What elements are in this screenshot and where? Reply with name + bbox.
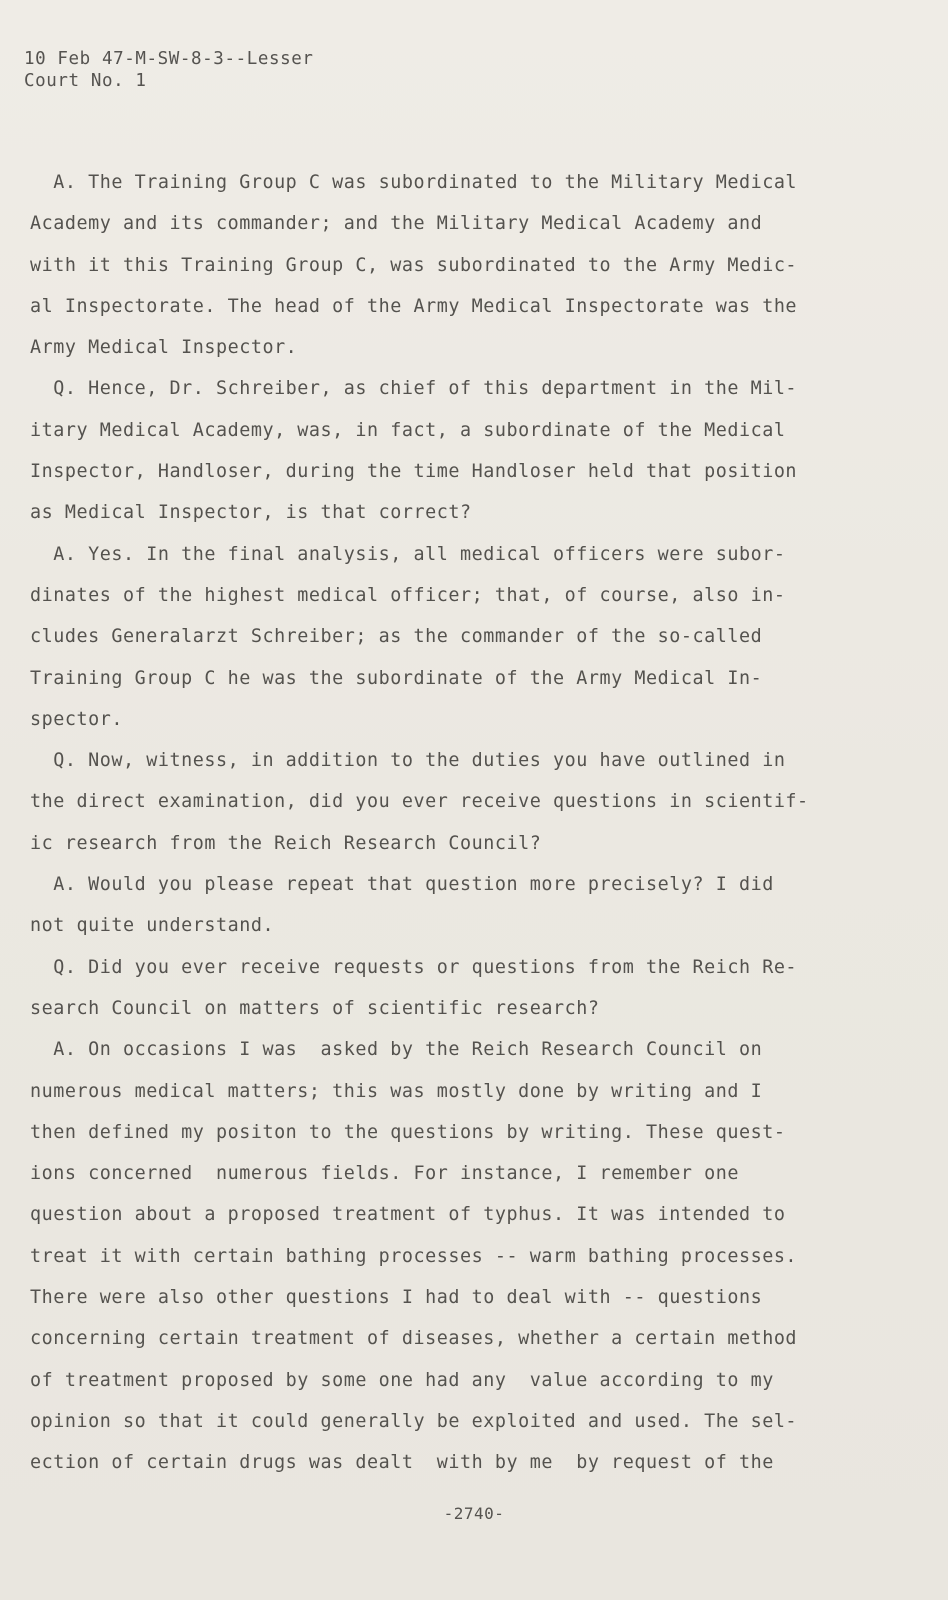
transcript-line: concerning certain treatment of diseases, whether a certain method [30, 1328, 798, 1350]
header-court-line: Court No. 1 [24, 71, 147, 91]
transcript-line: A. Would you please repeat that question more precisely? I did [30, 874, 774, 896]
transcript-line: Q. Hence, Dr. Schreiber, as chief of this department in the Mil- [30, 378, 798, 400]
transcript-line: al Inspectorate. The head of the Army Medical Inspectorate was the [30, 295, 798, 317]
transcript-line: A. On occasions I was asked by the Reich Research Council on [30, 1039, 763, 1061]
transcript-line: Q. Did you ever receive requests or questions from the Reich Re- [30, 956, 798, 978]
transcript-line: with it this Training Group C, was subordinated to the Army Medic- [30, 254, 798, 276]
transcript-line: There were also other questions I had to deal with -- questions [30, 1287, 763, 1309]
transcript-line: Academy and its commander; and the Military Medical Academy and [30, 213, 763, 235]
header-reference-line: 10 Feb 47-M-SW-8-3--Lesser [24, 49, 314, 69]
transcript-line: of treatment proposed by some one had any value according to my [30, 1369, 774, 1391]
transcript-line: dinates of the highest medical officer; that, of course, also in- [30, 584, 786, 606]
transcript-line: Training Group C he was the subordinate of the Army Medical In- [30, 667, 763, 689]
transcript-line: Q. Now, witness, in addition to the duties you have outlined in [30, 750, 786, 772]
transcript-line: ions concerned numerous fields. For instance, I remember one [30, 1163, 739, 1185]
transcript-line: A. The Training Group C was subordinated to the Military Medical [30, 172, 798, 193]
transcript-line: then defined my positon to the questions by writing. These quest- [30, 1121, 786, 1143]
transcript-line: the direct examination, did you ever receive questions in scientif- [30, 791, 809, 813]
transcript-line: cludes Generalarzt Schreiber; as the commander of the so-called [30, 626, 763, 648]
transcript-line: ic research from the Reich Research Council? [30, 832, 542, 854]
transcript-line: itary Medical Academy, was, in fact, a subordinate of the Medical [30, 419, 786, 441]
transcript-line: ection of certain drugs was dealt with by me by request of the [30, 1452, 774, 1474]
transcript-line: treat it with certain bathing processes -- warm bathing processes. [30, 1245, 798, 1267]
transcript-line: opinion so that it could generally be exploited and used. The sel- [30, 1410, 798, 1432]
document-header [24, 48, 314, 92]
transcript-line: spector. [30, 708, 123, 730]
transcript-line: Inspector, Handloser, during the time Handloser held that position [30, 461, 798, 483]
transcript-body [30, 162, 910, 1484]
transcript-line: question about a proposed treatment of typhus. It was intended to [30, 1204, 786, 1226]
page-number: -2740- [443, 1504, 505, 1523]
transcript-line: search Council on matters of scientific research? [30, 997, 600, 1019]
transcript-line: as Medical Inspector, is that correct? [30, 502, 472, 524]
transcript-line: Army Medical Inspector. [30, 337, 298, 359]
transcript-line: not quite understand. [30, 915, 275, 937]
transcript-line: numerous medical matters; this was mostly done by writing and I [30, 1080, 763, 1102]
transcript-line: A. Yes. In the final analysis, all medical officers were subor- [30, 543, 786, 565]
